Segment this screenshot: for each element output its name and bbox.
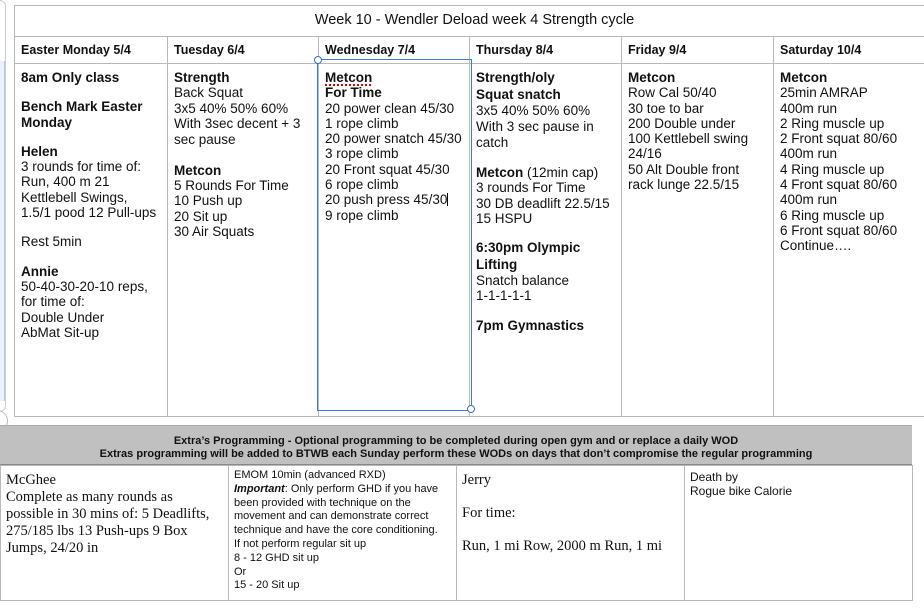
block-line: 50-40-30-20-10 reps, for time of:	[21, 278, 148, 310]
day-header-thursday[interactable]: Thursday 8/4	[470, 37, 622, 64]
block-rest	[21, 234, 161, 249]
block-line: 5 Rounds For Time	[174, 178, 289, 194]
sidebar-edge	[0, 0, 6, 412]
block-line: 3 rounds for time of:	[21, 159, 142, 175]
block-line: 2 Front squat 80/60	[780, 131, 898, 147]
extras-wod-name: McGhee	[6, 472, 56, 488]
day-header-friday[interactable]: Friday 9/4	[622, 37, 774, 64]
block-line: 30 Air Squats	[174, 224, 255, 240]
block-heading-suffix: (12min cap)	[523, 165, 599, 180]
block-line: 400m run	[780, 100, 838, 116]
block-heading-line	[476, 165, 615, 180]
spacer	[462, 522, 679, 538]
block-line: 3 rope climb	[325, 146, 399, 162]
extras-important	[234, 483, 451, 538]
block-line: Continue….	[780, 238, 852, 254]
block-line: 20 power clean 45/30	[325, 100, 455, 116]
spacer	[462, 489, 679, 505]
day-cell-thursday[interactable]	[470, 64, 622, 417]
day-cell-wednesday[interactable]	[319, 64, 470, 417]
block-line: 20 power snatch 45/30	[325, 131, 462, 147]
extras-cell-mcghee[interactable]	[1, 466, 229, 601]
extras-wod-line: EMOM 10min (advanced RXD)	[234, 469, 386, 481]
block-metcon	[325, 70, 463, 223]
block-heading: Annie	[21, 263, 59, 279]
extras-banner[interactable]	[0, 425, 912, 465]
block-line: 400m run	[780, 146, 838, 162]
important-text: : Only perform GHD if you have been provided with technique on the movement and can demonstrate correct technique and have the core conditioning.	[234, 482, 439, 537]
block-heading: 8am Only class	[21, 70, 120, 85]
block-heading: Metcon	[174, 162, 222, 178]
block-heading	[325, 70, 463, 85]
block-line: 100 Kettlebell swing 24/16	[628, 131, 749, 162]
extras-wod-line: Death by	[690, 470, 739, 484]
extras-cell-death-by[interactable]	[685, 466, 913, 601]
extras-wod-line: 15 - 20 Sit up	[234, 579, 300, 592]
day-header-tuesday[interactable]: Tuesday 6/4	[168, 37, 319, 64]
spellcheck-word[interactable]: Metcon	[325, 70, 373, 85]
extras-section	[0, 425, 912, 601]
block-line: 9 rope climb	[325, 207, 399, 223]
block-line: 4 Ring muscle up	[780, 161, 885, 177]
block-benchmark	[21, 99, 161, 130]
extras-table	[0, 465, 913, 601]
selection-handle-bottom-right[interactable]	[467, 405, 475, 413]
week-title[interactable]: Week 10 - Wendler Deload week 4 Strength cycle	[15, 6, 924, 37]
block-olympic	[476, 240, 615, 304]
block-line: Back Squat	[174, 85, 244, 101]
block-line: 3 rounds For Time	[476, 180, 586, 196]
block-line: Double Under	[21, 309, 105, 325]
block-line: 1-1-1-1-1	[476, 288, 532, 304]
block-gymnastics	[476, 318, 615, 333]
block-line: 400m run	[780, 192, 838, 208]
block-line: 1 rope climb	[325, 115, 399, 131]
block-heading: Strength	[174, 70, 230, 85]
block-line: AbMat Sit-up	[21, 324, 100, 340]
block-line: 30 toe to bar	[628, 100, 704, 116]
block-heading: Helen	[21, 143, 58, 159]
block-line-text: 20 push press 45/30	[325, 192, 448, 208]
block-strength-oly	[476, 70, 615, 151]
block-8am	[21, 70, 161, 85]
extras-banner-line1: Extra’s Programming - Optional programming to be completed during open gym and or replace a daily WOD	[173, 435, 739, 447]
block-heading: Metcon	[476, 165, 524, 180]
extras-wod-line: Or	[234, 565, 247, 578]
block-strength	[174, 70, 312, 149]
day-header-wednesday[interactable]: Wednesday 7/4	[319, 37, 470, 64]
sidebar-selection	[0, 61, 5, 401]
day-cell-saturday[interactable]	[774, 64, 924, 417]
block-line: 6 Front squat 80/60	[780, 222, 898, 238]
block-annie	[21, 264, 161, 340]
day-cell-monday[interactable]	[15, 64, 168, 417]
extras-wod-line: Run, 1 mi Row, 2000 m Run, 1 mi	[462, 538, 663, 554]
extras-wod-line: 8 - 12 GHD sit up	[234, 551, 319, 564]
block-line: 6 Ring muscle up	[780, 207, 885, 223]
block-metcon	[174, 163, 312, 239]
extras-wod-line: For time:	[462, 505, 516, 521]
block-line: 200 Double under	[628, 115, 736, 131]
extras-wod-line: If not perform regular sit up	[234, 537, 367, 550]
block-line: 20 Sit up	[174, 208, 228, 224]
block-line: 2 Ring muscle up	[780, 115, 885, 131]
block-metcon	[780, 70, 924, 254]
block-line: 3x5 40% 50% 60%	[476, 103, 591, 118]
block-heading: Bench Mark Easter Monday	[21, 99, 143, 130]
extras-cell-jerry[interactable]	[457, 466, 685, 601]
block-line: 3x5 40% 50% 60%	[174, 100, 289, 116]
extras-banner-line2: Extras programming will be added to BTWB each Sunday perform these WODs on days that don’t compromise the regular programming	[99, 448, 813, 460]
block-line	[325, 192, 463, 207]
week-table	[14, 5, 924, 417]
block-line: 30 DB deadlift 22.5/15	[476, 195, 610, 211]
extras-wod-line: Rogue bike Calorie	[690, 484, 793, 498]
block-line: With 3sec decent + 3 sec pause	[174, 115, 301, 148]
block-line: Snatch balance	[476, 273, 570, 289]
block-line: Run, 400 m 21 Kettlebell Swings, 1.5/1 pood 12 Pull-ups	[21, 174, 157, 221]
block-heading: Metcon	[780, 70, 828, 85]
day-header-saturday[interactable]: Saturday 10/4	[774, 37, 924, 64]
block-line: 15 HSPU	[476, 210, 533, 226]
block-heading: 7pm Gymnastics	[476, 317, 585, 333]
block-helen	[21, 144, 161, 220]
extras-cell-emom[interactable]	[229, 466, 457, 601]
block-line: 20 Front squat 45/30	[325, 161, 450, 177]
block-heading: Strength/oly	[476, 70, 555, 85]
extras-wod-name: Jerry	[462, 472, 491, 488]
important-label: Important	[234, 482, 285, 495]
block-line: Rest 5min	[21, 234, 82, 250]
block-line: 6 rope climb	[325, 177, 399, 193]
text-caret	[447, 193, 448, 206]
block-subheading: Squat snatch	[476, 86, 561, 102]
day-cell-tuesday[interactable]	[168, 64, 319, 417]
extras-wod-text: Complete as many rounds as possible in 30 mins of: 5 Deadlifts, 275/185 lbs 13 Push-ups 9 Box Jumps, 24/20 in	[6, 489, 210, 556]
selection-handle-top-left[interactable]	[314, 56, 322, 64]
block-line: 50 Alt Double front rack lunge 22.5/15	[628, 161, 740, 193]
block-subheading: For Time	[325, 85, 382, 101]
block-metcon	[476, 165, 615, 226]
block-line: Row Cal 50/40	[628, 85, 717, 101]
block-line: 4 Front squat 80/60	[780, 177, 898, 193]
block-line: With 3 sec pause in catch	[476, 119, 594, 150]
block-metcon	[628, 70, 767, 192]
block-line: 25min AMRAP	[780, 85, 868, 101]
day-cell-friday[interactable]	[622, 64, 774, 417]
block-line: 10 Push up	[174, 193, 243, 209]
block-heading: Metcon	[628, 70, 676, 85]
block-heading: 6:30pm Olympic Lifting	[476, 240, 581, 272]
day-header-monday[interactable]: Easter Monday 5/4	[15, 37, 168, 64]
